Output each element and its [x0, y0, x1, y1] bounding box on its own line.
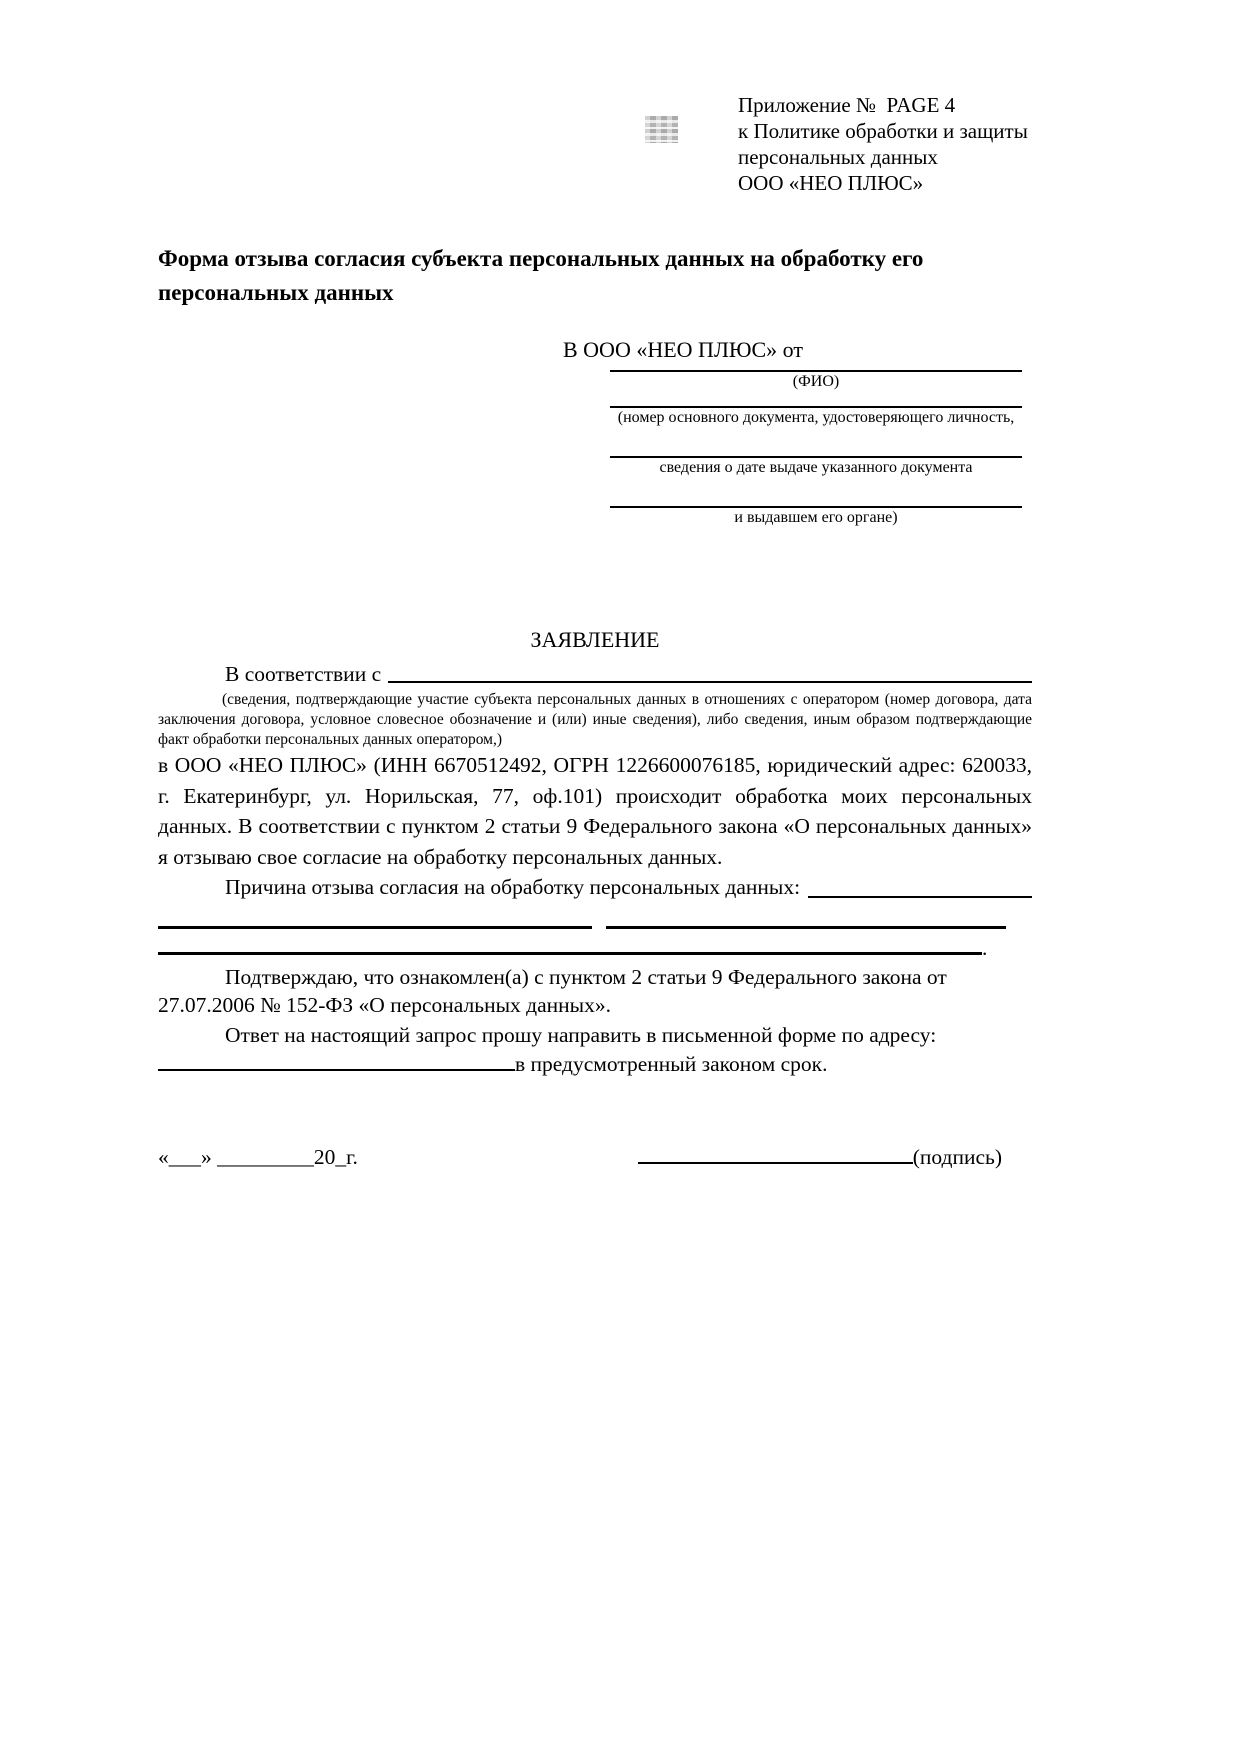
- statement-body: в ООО «НЕО ПЛЮС» (ИНН 6670512492, ОГРН 1226600076185, юридический адрес: 620033, г. Екатеринбург, ул. Норильская, 77, оф.101) происходит обработка моих персональных данных. В соответствии с пунктом 2 статьи 9 Федерального закона «О персональных данных» я отзываю свое согласие на обработку персональных данных.: [158, 753, 1032, 869]
- reply-suffix: в предусмотренный законом срок.: [515, 1051, 828, 1076]
- appendix-header-line-1: Приложение № PAGE 4: [738, 93, 956, 117]
- confirmation-paragraph: Подтверждаю, что ознакомлен(а) с пунктом 2 статьи 9 Федерального закона от 27.07.2006 № 152-ФЗ «О персональных данных».: [158, 964, 947, 1017]
- blurred-text-artifact: [645, 116, 678, 143]
- reason-blank-row-2: [158, 926, 1032, 929]
- addressee-line: В ООО «НЕО ПЛЮС» от: [563, 337, 803, 362]
- appendix-header-line-3: персональных данных: [738, 145, 938, 169]
- appendix-header: [738, 92, 1032, 196]
- issue-date-field: [610, 428, 1022, 478]
- signature-area: [638, 1142, 1002, 1171]
- date-placeholder: «___» _________20_г.: [158, 1144, 358, 1169]
- statement-heading: ЗАЯВЛЕНИЕ: [530, 627, 660, 652]
- intro-row: [158, 660, 1032, 688]
- fio-blank-line: [610, 364, 1022, 372]
- issuer-blank-line: [610, 478, 1022, 508]
- blank-line-segment-2: [606, 926, 1006, 929]
- line-end-period: .: [982, 935, 988, 960]
- reason-blank-row-3: [158, 931, 1032, 960]
- signature-row: [158, 1142, 1032, 1171]
- doc-number-blank-line: [610, 392, 1022, 408]
- fine-print-note: (сведения, подтверждающие участие субъекта персональных данных в отношениях с оператором (номер договора, дата заключения договора, условное словесное обозначение и (или) иные сведения), либо сведения, иным образом подтверждающие факт обработки персональных данных оператором,): [158, 691, 1032, 748]
- issue-date-caption: сведения о дате выдаче указанного документа: [659, 459, 973, 476]
- addressee-block: [563, 336, 1022, 528]
- appendix-header-line-2: к Политике обработки и защиты: [738, 119, 1028, 143]
- appendix-header-line-4: ООО «НЕО ПЛЮС»: [738, 171, 924, 195]
- blank-line-segment-1: [158, 926, 592, 929]
- address-blank-line: [158, 1049, 515, 1071]
- signature-blank-line: [638, 1142, 913, 1164]
- reply-address-row: [158, 1049, 1032, 1078]
- intro-blank-line: [388, 660, 1032, 683]
- reason-row: [158, 872, 1032, 903]
- reason-blank-line-1: [808, 872, 1032, 898]
- doc-number-field: [610, 392, 1022, 428]
- issuer-field: [610, 478, 1022, 528]
- fio-caption: (ФИО): [792, 373, 840, 390]
- signature-caption: (подпись): [912, 1144, 1002, 1169]
- blank-line-segment-3: [158, 931, 982, 955]
- doc-number-caption: (номер основного документа, удостоверяющего личность,: [617, 409, 1015, 426]
- reply-request: Ответ на настоящий запрос прошу направить в письменной форме по адресу:: [225, 1022, 937, 1047]
- issuer-caption: и выдавшем его органе): [734, 509, 898, 526]
- fio-field: [610, 364, 1022, 392]
- form-title: Форма отзыва согласия субъекта персональных данных на обработку его персональных данных: [158, 246, 924, 305]
- issue-date-blank-line: [610, 428, 1022, 458]
- reason-label: Причина отзыва согласия на обработку персональных данных:: [225, 875, 801, 899]
- intro-prefix: В соответствии с: [225, 662, 382, 686]
